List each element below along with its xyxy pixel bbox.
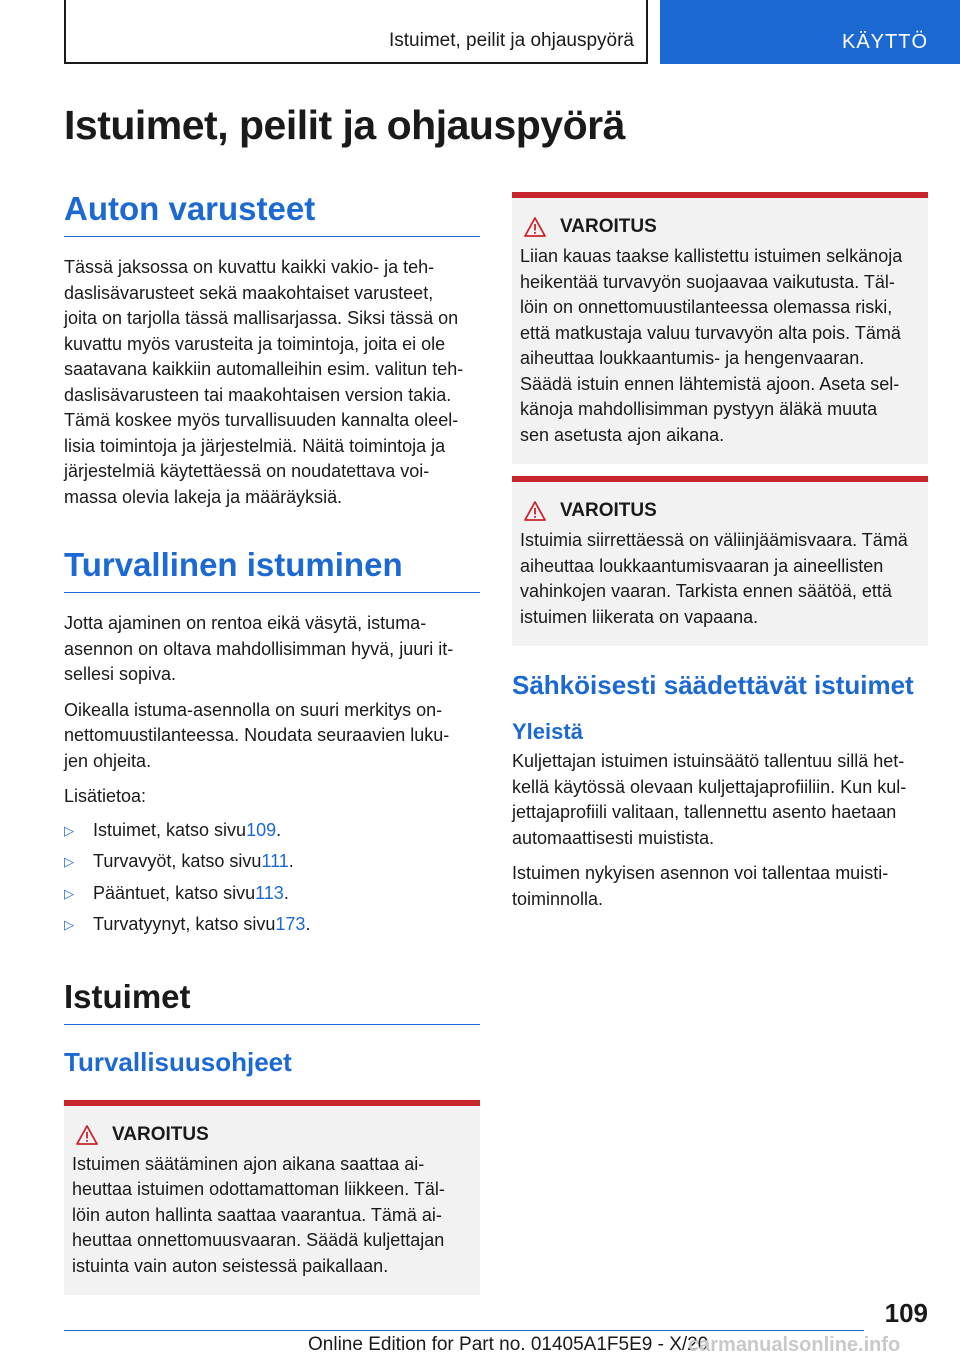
heading-auton-varusteet: Auton varusteet — [64, 190, 480, 237]
paragraph-turvallinen-1 — [64, 611, 480, 688]
paragraph-turvallinen-2 — [64, 698, 480, 775]
text-line: daslisävarusteen tai maakohtaisen version takia. — [64, 384, 452, 405]
header-chapter-tab — [660, 0, 960, 64]
triangle-marker-icon: ▷ — [64, 885, 74, 901]
reference-item[interactable]: ▷ Turvavyöt, katso sivu 111 . — [64, 849, 480, 875]
edition-text: Online Edition for Part no. 01405A1F5E9 - X/20 — [308, 1334, 709, 1355]
reference-item[interactable]: ▷ Pääntuet, katso sivu 113 . — [64, 881, 480, 907]
text-line: kellä käytössä olevaan kuljettajaprofiiliin. Kun kul- — [512, 776, 907, 797]
page-link[interactable]: 111 — [261, 851, 289, 871]
text-line: löin on onnettomuustilanteessa olemassa riski, — [520, 297, 893, 317]
reference-text: Turvatyynyt, katso sivu — [93, 914, 276, 934]
text-line: Istuimen säätäminen ajon aikana saattaa ai- — [72, 1153, 425, 1174]
right-column — [512, 192, 928, 912]
warning-triangle-icon — [76, 1125, 98, 1145]
text-line: daslisävarusteet sekä maakohtaiset varusteet, — [64, 282, 434, 303]
text-line: sellesi sopiva. — [64, 664, 177, 684]
warning-header — [520, 216, 920, 238]
text-line: Istuimia siirrettäessä on väliinjäämisvaara. Tämä — [520, 530, 908, 550]
triangle-marker-icon: ▷ — [64, 917, 74, 932]
reference-text: Istuimet, katso sivu — [93, 819, 247, 840]
text-line: järjestelmiä käytettäessä on noudatettava voi- — [64, 461, 430, 481]
reference-list — [64, 818, 480, 938]
text-line: joita on tarjolla tässä mallisarjassa. Siksi tässä on — [64, 308, 459, 328]
page-link[interactable]: 173 — [275, 914, 306, 934]
warning-header — [520, 500, 920, 522]
paragraph-yleista-2 — [512, 861, 928, 912]
heading-turvallisuusohjeet: Turvallisuusohjeet — [64, 1046, 292, 1077]
text-line: känoja mahdollisimman pystyyn äläkä muuta — [520, 399, 878, 419]
header-section-title — [64, 0, 648, 64]
page-link[interactable]: 109 — [246, 819, 277, 840]
text-line: heuttaa istuimen odottamattoman liikkeen. Täl- — [72, 1179, 445, 1199]
triangle-marker-icon: ▷ — [64, 822, 74, 838]
warning-label: VAROITUS — [560, 500, 657, 521]
text-line: että matkustaja valuu turvavyön alta pois. Tämä — [520, 322, 901, 343]
footer-divider — [64, 1330, 864, 1331]
text-line: Jotta ajaminen on rentoa eikä väsytä, istuma- — [64, 613, 427, 633]
warning-label: VAROITUS — [112, 1123, 209, 1145]
warning-header — [72, 1124, 472, 1146]
lisatietoa-label: Lisätietoa: — [64, 786, 147, 806]
warning-triangle-icon — [524, 501, 546, 521]
page-title: Istuimet, peilit ja ohjauspyörä — [64, 102, 625, 148]
text-line: massa olevia lakeja ja määräyksiä. — [64, 486, 343, 507]
triangle-marker-icon: ▷ — [64, 854, 74, 869]
text-line: jen ohjeita. — [64, 750, 152, 771]
text-line: Istuimen nykyisen asennon voi tallentaa muisti- — [512, 863, 889, 883]
text-line: vahinkojen vaaran. Tarkista ennen säätöä, että — [520, 581, 892, 601]
paragraph-auton-varusteet — [64, 255, 480, 510]
watermark: carmanualsonline.info — [688, 1334, 901, 1356]
warning-text — [520, 244, 920, 448]
warning-triangle-icon — [524, 217, 546, 237]
text-line: Tämä koskee myös turvallisuuden kannalta oleel- — [64, 410, 459, 430]
heading-istuimet: Istuimet — [64, 978, 480, 1025]
text-line: löin auton hallinta saattaa vaarantua. Tämä ai- — [72, 1204, 442, 1225]
warning-box-backrest — [512, 192, 928, 464]
heading-sahkoisesti-saadettavat-istuimet: Sähköisesti säädettävät istuimet — [512, 670, 914, 700]
text-line: lisia toimintoja ja järjestelmiä. Näitä toimintoja ja — [64, 435, 446, 456]
text-line: Kuljettajan istuimen istuinsäätö tallentuu sillä het- — [512, 751, 905, 771]
text-line: aiheuttaa loukkaantumis- ja hengenvaaran. — [520, 348, 865, 368]
warning-label: VAROITUS — [560, 216, 657, 237]
text-line: automaattisesti muistista. — [512, 827, 715, 848]
text-line: Liian kauas taakse kallistettu istuimen selkänoja — [520, 246, 903, 266]
page-number: 109 — [884, 1298, 928, 1328]
heading-yleista: Yleistä — [512, 719, 583, 744]
text-line: Oikealla istuma-asennolla on suuri merkitys on- — [64, 699, 443, 720]
page-link[interactable]: 113 — [255, 882, 284, 903]
text-line: Tässä jaksossa on kuvattu kaikki vakio- ja teh- — [64, 257, 435, 277]
text-line: kuvattu myös varusteita ja toimintoja, joita ei ole — [64, 333, 446, 354]
text-line: istuinta vain auton seistessä paikallaan. — [72, 1255, 389, 1276]
left-column — [64, 190, 480, 1295]
text-line: asennon on oltava mahdollisimman hyvä, juuri it- — [64, 638, 454, 659]
reference-item[interactable]: ▷ Turvatyynyt, katso sivu 173 . — [64, 912, 480, 938]
text-line: istuimen liikerata on vapaana. — [520, 606, 759, 627]
heading-turvallinen-istuminen: Turvallinen istuminen — [64, 546, 480, 593]
warning-box-pinching — [512, 476, 928, 646]
text-line: heuttaa onnettomuusvaaran. Säädä kuljettajan — [72, 1230, 445, 1250]
reference-text: Turvavyöt, katso sivu — [93, 851, 262, 871]
warning-box-seat-adjust — [64, 1100, 480, 1296]
paragraph-yleista-1 — [512, 749, 928, 851]
reference-text: Pääntuet, katso sivu — [93, 882, 256, 903]
text-line: Säädä istuin ennen lähtemistä ajoon. Aseta sel- — [520, 373, 900, 394]
text-line: nettomuustilanteessa. Noudata seuraavien luku- — [64, 725, 450, 745]
text-line: jettajaprofiili valitaan, tallennettu asento haetaan — [512, 802, 897, 822]
text-line: heikentää turvavyön suojaavaa vaikutusta. Täl- — [520, 271, 895, 292]
warning-text — [72, 1152, 472, 1280]
text-line: sen asetusta ajon aikana. — [520, 424, 725, 445]
warning-text — [520, 528, 920, 630]
header-section-title-text: Istuimet, peilit ja ohjauspyörä — [388, 30, 634, 51]
text-line: aiheuttaa loukkaantumisvaaran ja aineellisten — [520, 555, 884, 576]
header-chapter-text: KÄYTTÖ — [841, 31, 928, 53]
text-line: saatavana kaikkiin automalleihin esim. valitun teh- — [64, 359, 464, 379]
text-line: toiminnolla. — [512, 888, 604, 909]
reference-item[interactable]: ▷ Istuimet, katso sivu 109 . — [64, 818, 480, 844]
